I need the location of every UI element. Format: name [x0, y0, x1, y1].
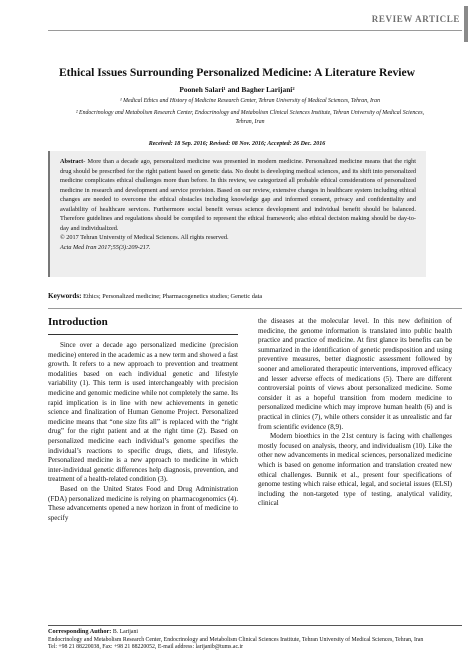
keywords-rule	[48, 308, 462, 309]
correspondence-contact: Tel: +98 21 88220038, Fax: +98 21 88220052, E-mail address: larijanib@tums.ac.ir	[48, 644, 244, 651]
correspondence-block	[48, 628, 438, 652]
abstract-box	[48, 151, 426, 277]
introduction-heading: Introduction	[48, 316, 108, 328]
article-title: Ethical Issues Surrounding Personalized Medicine: A Literature Review	[58, 66, 416, 79]
article-dates: Received: 18 Sep. 2016; Revised: 08 Nov. 2016; Accepted: 26 Dec. 2016	[148, 141, 326, 147]
header-rule	[48, 30, 462, 31]
keywords-text: Ethics; Personalized medicine; Pharmacogenetics studies; Genetic data	[83, 293, 263, 300]
body-column-left	[48, 341, 238, 523]
citation: Acta Med Iran 2017;55(3):209-217.	[60, 243, 151, 251]
correspondence-rule	[48, 625, 462, 626]
intro-paragraph: Based on the United States Food and Drug Administration (FDA) personalized medicine is relying on pharmacogenomics (4). These advancements opened a new horizon in front of medicine to specify	[48, 484, 238, 522]
abstract-label: Abstract	[60, 158, 84, 165]
copyright: © 2017 Tehran University of Medical Sciences. All rights reserved.	[60, 234, 229, 241]
abstract-text: - More than a decade ago, personalized medicine was presented in modern medicine. Personalized medicine means that the right drug should be prescribed for the right patient based on genetic data. No doubt is developing medical sciences, and its shift into personalized medicine complicates ethical challenges more than before. In this review, we categorized all probable ethical considerations of personalized medicine in research and development and service provision. Based on our review, extensive changes in healthcare system including ethical changes are needed to overcome the ethical obstacles including knowledge gap and informed consent, privacy and confidentiality and availability of healthcare services. Furthermore social benefit versus science development and individual benefit should be balanced. Therefore guidelines and regulations should be compiled to represent the ethical framework; also ethical decision making should be day-to-day and individualized.	[60, 158, 416, 232]
article-authors: Pooneh Salari¹ and Bagher Larijani²	[179, 85, 295, 94]
intro-paragraph: Modern bioethics in the 21st century is facing with challenges mostly focused on analysis, theory, and individualism (10). Like the other new advancements in medical sciences, personalized medicine which is based on genome information and translation created new ethical challenges. Bunnik et al., present four specifications of genome testing which raise ethical, legal, and societal issues (ELSI) including the non-targeted type of testing, analytical validity, clinical	[258, 432, 452, 508]
section-label: REVIEW ARTICLE	[371, 14, 460, 24]
intro-paragraph: the diseases at the molecular level. In this new definition of medicine, the genome information is translated into public health practice and practice of medicine. At first glance its benefits can be summarized in the identification of genetic predisposition and using preventive measures, better diagnostic assessment followed by sooner and ameliorated therapeutic interventions, improved efficacy and lesser adverse effects of medications (5). There are different controversial points of views about personalized medicine. Some consider it as a hopeful transition from modern medicine to personalized medicine which may improve human health (6) and is practical in clinics (7), while others consider it as unrealistic and far from scientific evidence (8,9).	[258, 317, 452, 431]
keywords-label: Keywords:	[48, 292, 82, 300]
header-accent-bar	[464, 6, 468, 42]
intro-paragraph: Since over a decade ago personalized medicine (precision medicine) entered in the academic as a new term and showed a fast growth. It refers to a new approach to prevention and treatment modalities based on each individual genetic and lifestyle variability (1). This term is used interchangeably with precision medicine and genomic medicine while not completely the same. Its rapid implication is in line with new achievements in genetic science and finalization of Human Genome Project. Personalized medicine means that “one size fits all” is replaced with the “right drug” for the right patient and at the right time (2). Based on personalized medicine each individual’s genome specifies the individual’s reactions to specific drugs, diets, and lifestyle. Personalized medicine is a new approach to medicine in which inter-individual genetic differences help diagnosis, prevention, and treatment of a health-related condition (3).	[48, 341, 238, 484]
affiliation-2: ² Endocrinology and Metabolism Research Center, Endocrinology and Metabolism Clinical Sciences Institute, Tehran University of Medical Sciences, Tehran, Iran	[75, 110, 425, 125]
keywords	[48, 292, 428, 300]
body-column-right	[258, 317, 452, 509]
introduction-rule	[48, 334, 238, 335]
correspondence-address: Endocrinology and Metabolism Research Center, Endocrinology and Metabolism Clinical Sciences Institute, Tehran University of Medical Sciences, Tehran, Iran	[48, 636, 424, 643]
correspondence-label: Corresponding Author:	[48, 628, 112, 635]
affiliation-1: ¹ Medical Ethics and History of Medicine Research Center, Tehran University of Medical Sciences, Tehran, Iran	[120, 98, 380, 104]
correspondence-name: B. Larijani	[112, 629, 138, 635]
